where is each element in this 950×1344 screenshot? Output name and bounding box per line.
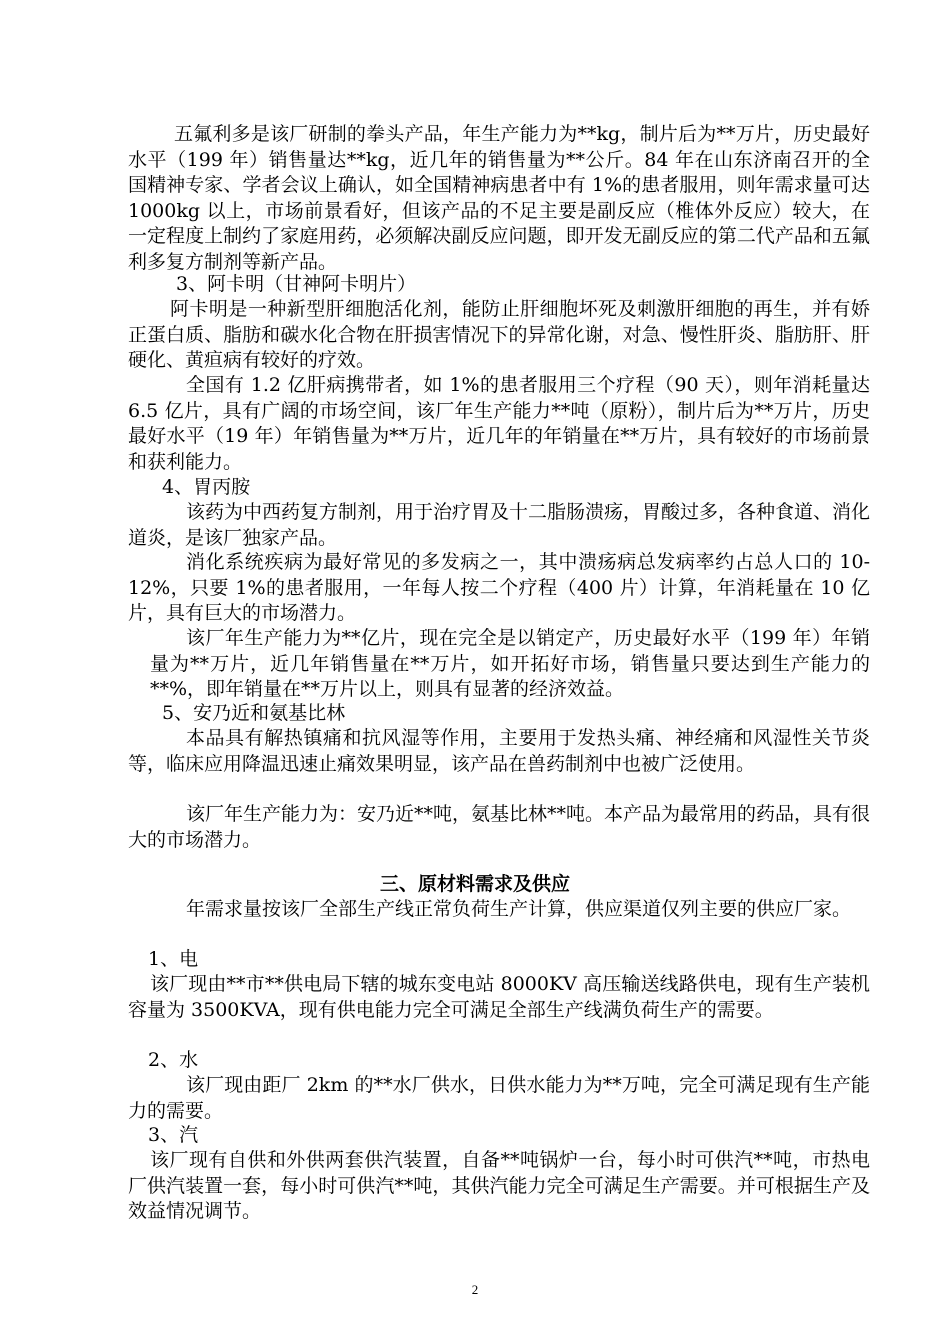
heading-water: 2、水 (148, 1049, 199, 1071)
paragraph-water: 该厂现由距厂 2km 的**水厂供水，日供水能力为**万吨，完全可满足现有生产能力的需要。 (128, 1074, 870, 1122)
paragraph-anaijin-capacity: 该厂年生产能力为：安乃近**吨，氨基比林**吨。本产品为最常用的药品，具有很大的市场潜力。 (128, 803, 871, 851)
paragraph-raw-materials-intro: 年需求量按该厂全部生产线正常负荷生产计算，供应渠道仅列主要的供应厂家。 (186, 898, 852, 920)
paragraph-electricity: 该厂现由**市**供电局下辖的城东变电站 8000KV 高压输送线路供电，现有生产装机容量为 3500KVA，现有供电能力完全可满足全部生产线满负荷生产的需要。 (128, 973, 870, 1021)
heading-electricity: 1、电 (148, 948, 199, 970)
page-number: 2 (471, 1282, 479, 1297)
paragraph-steam: 该厂现有自供和外供两套供汽装置，自备**吨锅炉一台，每小时可供汽**吨，市热电厂供汽装置一套，每小时可供汽**吨，其供汽能力完全可满足生产需要。并可根据生产及效益情况调节。 (128, 1149, 870, 1223)
paragraph-akaming-market: 全国有 1.2 亿肝病携带者，如 1%的患者服用三个疗程（90 天），则年消耗量达 6.5 亿片，具有广阔的市场空间，该厂年生产能力**吨（原粉），制片后为**万片，历史最好水平（19 年）年销售量为**万片，近几年的年销量在**万片，具有较好的市场前景和获利能力。 (128, 374, 870, 473)
paragraph-anaijin-intro: 本品具有解热镇痛和抗风湿等作用，主要用于发热头痛、神经痛和风湿性关节炎等，临床应用降温迅速止痛效果明显，该产品在兽药制剂中也被广泛使用。 (128, 727, 870, 775)
paragraph-weibingan-market: 消化系统疾病为最好常见的多发病之一，其中溃疡病总发病率约占总人口的 10-12%，只要 1%的患者服用，一年每人按二个疗程（400 片）计算，年消耗量在 10 亿片，具有巨大的市场潜力。 (128, 551, 870, 625)
section-title-raw-materials: 三、原材料需求及供应 (379, 873, 570, 895)
paragraph-akaming-intro: 阿卡明是一种新型肝细胞活化剂，能防止肝细胞坏死及刺激肝细胞的再生，并有娇正蛋白质、脂肪和碳水化合物在肝损害情况下的异常化谢，对急、慢性肝炎、脂肪肝、肝硬化、黄疸病有较好的疗效。 (128, 298, 870, 372)
paragraph-wufulido: 五氟利多是该厂研制的拳头产品，年生产能力为**kg，制片后为**万片，历史最好水平（199 年）销售量达**kg，近几年的销售量为**公斤。84 年在山东济南召开的全国精神专家、学者会议上确认，如全国精神病患者中有 1%的患者服用，则年需求量可达 1000kg 以上，市场前景看好，但该产品的不足主要是副反应（椎体外反应）较大，在一定程度上制约了家庭用药，必须解决副反应问题，即开发无副反应的第二代产品和五氟利多复方制剂等新产品。 (128, 123, 870, 273)
paragraph-weibingan-capacity: 该厂年生产能力为**亿片，现在完全是以销定产，历史最好水平（199 年）年销量为**万片，近几年销售量在**万片，如开拓好市场，销售量只要达到生产能力的**%，即年销量在**万片以上，则具有显著的经济效益。 (150, 627, 870, 701)
heading-akaming: 3、阿卡明（甘神阿卡明片） (176, 273, 417, 295)
heading-weibingan: 4、胃丙胺 (162, 476, 251, 498)
heading-anaijin: 5、安乃近和氨基比林 (162, 702, 346, 724)
heading-steam: 3、汽 (148, 1124, 199, 1146)
paragraph-weibingan-intro: 该药为中西药复方制剂，用于治疗胃及十二脂肠溃疡，胃酸过多，各种食道、消化道炎，是该厂独家产品。 (128, 501, 871, 549)
